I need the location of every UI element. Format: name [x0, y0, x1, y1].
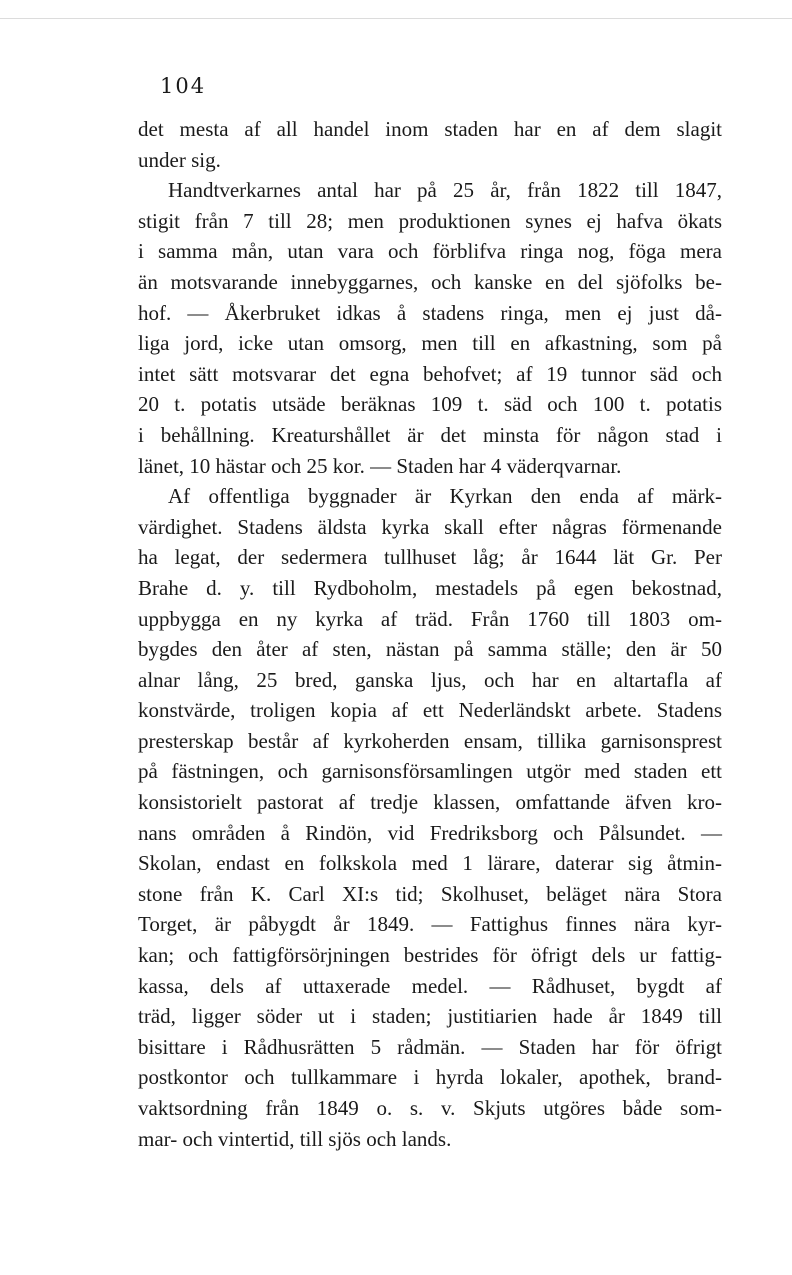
text-line: Handtverkarnes antal har på 25 år, från 1822 till 1847,: [168, 178, 722, 203]
text-line: Brahe d. y. till Rydboholm, mestadels på egen bekostnad,: [138, 575, 722, 600]
text-line: vaktsordning från 1849 o. s. v. Skjuts utgöres både som-: [138, 1096, 722, 1120]
text-line: kassa, dels af uttaxerade medel. — Rådhuset, bygdt af: [138, 973, 722, 998]
text-line: stigit från 7 till 28; men produktionen synes ej hafva ökats: [138, 208, 722, 233]
text-line: uppbygga en ny kyrka af träd. Från 1760 till 1803 om-: [138, 606, 722, 631]
text-line: presterskap består af kyrkoherden ensam, tillika garnisonsprest: [138, 728, 722, 753]
text-line: mar- och vintertid, till sjös och lands.: [138, 1126, 452, 1151]
text-line: bisittare i Rådhusrätten 5 rådmän. — Staden har för öfrigt: [138, 1034, 722, 1059]
text-line: nans områden å Rindön, vid Fredriksborg och Pålsundet. —: [138, 820, 722, 845]
text-line: det mesta af all handel inom staden har en af dem slagit: [138, 117, 722, 141]
text-line: i behållning. Kreaturshållet är det minsta för någon stad i: [138, 422, 722, 447]
text-line: konstvärde, troligen kopia af ett Nederländskt arbete. Stadens: [138, 698, 722, 723]
text-line: konsistorielt pastorat af tredje klassen, omfattande äfven kro-: [138, 790, 722, 815]
text-line: stone från K. Carl XI:s tid; Skolhuset, beläget nära Stora: [138, 881, 722, 906]
text-line: liga jord, icke utan omsorg, men till en afkastning, som på: [138, 331, 722, 356]
text-line: intet sätt motsvarar det egna behofvet; af 19 tunnor säd och: [138, 361, 722, 386]
text-line: värdighet. Stadens äldsta kyrka skall efter någras förmenande: [138, 514, 722, 539]
text-line: under sig.: [138, 147, 221, 172]
text-line: bygdes den åter af sten, nästan på samma ställe; den är 50: [138, 637, 722, 662]
text-line: träd, ligger söder ut i staden; justitiarien hade år 1849 till: [138, 1004, 722, 1029]
text-line: Af offentliga byggnader är Kyrkan den enda af märk-: [168, 484, 722, 509]
text-line: 20 t. potatis utsäde beräknas 109 t. säd och 100 t. potatis: [138, 392, 722, 417]
text-line: än motsvarande innebyggarnes, och kanske en del sjöfolks be-: [138, 269, 722, 294]
text-line: länet, 10 hästar och 25 kor. — Staden har 4 väderqvarnar.: [138, 453, 622, 478]
text-line: på fästningen, och garnisonsförsamlingen utgör med staden ett: [138, 759, 722, 784]
text-line: i samma mån, utan vara och förblifva ringa nog, föga mera: [138, 239, 722, 264]
text-line: kan; och fattigförsörjningen bestrides för öfrigt dels ur fattig-: [138, 943, 722, 968]
text-line: hof. — Åkerbruket idkas å stadens ringa, men ej just då-: [138, 300, 722, 325]
text-line: alnar lång, 25 bred, ganska ljus, och har en altartafla af: [138, 667, 722, 692]
page-number: 104: [160, 74, 207, 98]
body-text: [138, 114, 722, 1154]
text-line: ha legat, der sedermera tullhuset låg; år 1644 lät Gr. Per: [138, 545, 722, 570]
top-edge-rule: [0, 18, 792, 19]
text-line: Torget, är påbygdt år 1849. — Fattighus finnes nära kyr-: [138, 912, 722, 937]
text-line: postkontor och tullkammare i hyrda lokaler, apothek, brand-: [138, 1065, 722, 1090]
text-line: Skolan, endast en folkskola med 1 lärare, daterar sig åtmin-: [138, 851, 722, 876]
